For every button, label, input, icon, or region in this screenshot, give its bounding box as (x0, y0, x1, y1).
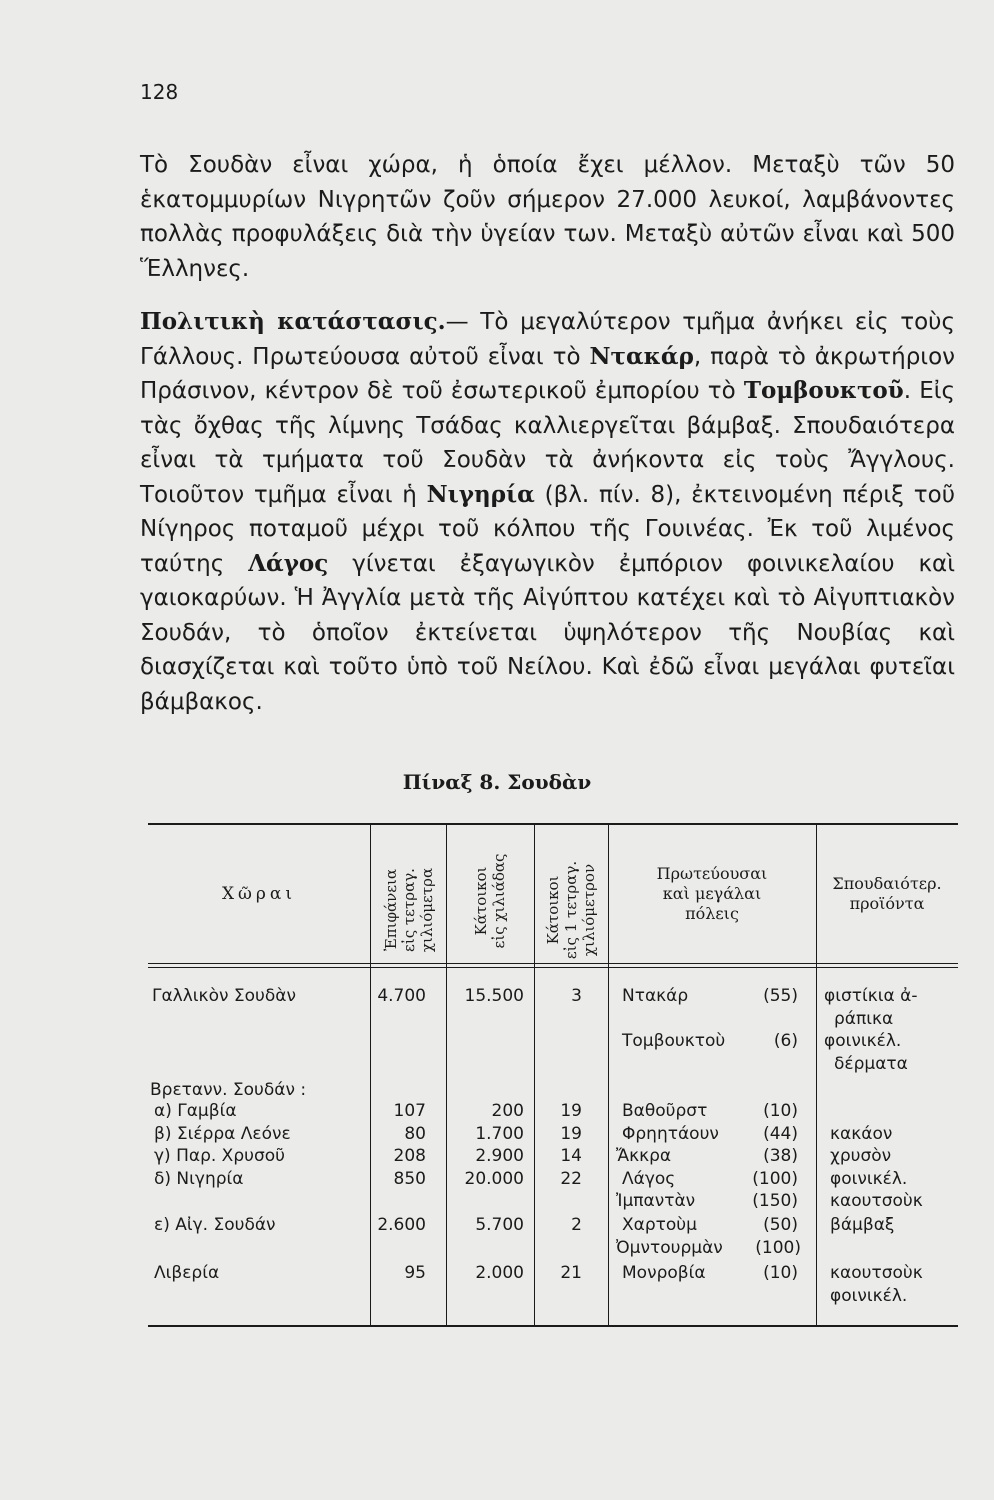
city-population: (55) (763, 986, 798, 1006)
paragraph-politics (140, 305, 955, 719)
density-cell: 19 (560, 1101, 582, 1121)
header-line: εἰς τετραγ. (400, 868, 418, 952)
density-cell: 19 (560, 1124, 582, 1144)
city-name: Λάγος (622, 1169, 676, 1189)
product-cell: ράπικα (834, 1009, 894, 1029)
population-cell: 2.900 (475, 1146, 524, 1166)
population-cell: 200 (491, 1101, 524, 1121)
place-name: Νιγηρία (426, 480, 535, 508)
area-cell: 850 (393, 1169, 426, 1189)
area-cell: 4.700 (377, 986, 426, 1006)
product-cell: καουτσοὺκ (830, 1191, 923, 1211)
population-cell: 2.000 (475, 1263, 524, 1283)
product-cell: καουτσοὺκ (830, 1263, 923, 1283)
area-cell: 208 (393, 1146, 426, 1166)
country-cell: β) Σιέρρα Λεόνε (154, 1124, 291, 1144)
city-name: Χαρτοὺμ (622, 1215, 697, 1235)
paragraph-intro: Τὸ Σουδὰν εἶναι χώρα, ἡ ὁποία ἔχει μέλλον. Μεταξὺ τῶν 50 ἑκατομμυρίων Νιγρητῶν ζοῦν σήμερον 27.000 λευκοί, λαμβάνοντες πολλὰς προφυλάξεις διὰ τὴν ὑγείαν των. Μεταξὺ αὐτῶν εἶναι καὶ 500 Ἕλληνες. (140, 152, 955, 282)
country-cell: Λιβερία (154, 1263, 220, 1283)
city-name: Ἰμπαντὰν (616, 1191, 696, 1211)
header-population (472, 841, 508, 961)
product-cell: φοινικέλ. (830, 1169, 908, 1189)
data-table (148, 815, 958, 1327)
paragraph-text: , παρὰ τὸ ἀκρωτήριον Πράσινον, κέντρον δὲ τοῦ ἐσωτερικοῦ ἐμπορίου τὸ (140, 343, 955, 404)
product-cell: φοινικέλ. (830, 1286, 908, 1306)
column-divider (534, 823, 535, 1325)
city-population: (50) (763, 1215, 798, 1235)
city-name: Ὀμντουρμὰν (616, 1238, 723, 1258)
city-population: (100) (755, 1238, 801, 1258)
paragraph-text: . Εἰς τὰς ὄχθας τῆς λίμνης Τσάδας καλλιεργεῖται βάμβαξ. Σπουδαιότερα εἶναι τὰ τμήματα τοῦ Σουδὰν τὰ ἀνήκοντα εἰς τοὺς Ἄγγλους. Τοιοῦτον τμῆμα εἶναι ἡ (140, 378, 956, 508)
table-caption: Πίναξ 8. Σουδὰν (402, 770, 592, 794)
city-name: Μονροβία (622, 1263, 706, 1283)
header-countries: Χῶραι (221, 884, 297, 904)
header-line: χιλιόμετρα (418, 867, 436, 953)
header-line: Κάτοικοι (472, 866, 490, 936)
country-cell: γ) Παρ. Χρυσοῦ (154, 1146, 285, 1166)
header-line: χιλιόμετρον (580, 863, 598, 957)
population-cell: 20.000 (464, 1169, 524, 1189)
table-bottom-rule (148, 1325, 958, 1327)
product-cell: κακάον (830, 1124, 893, 1144)
city-name: Ντακάρ (622, 986, 689, 1006)
paragraph-text: (βλ. πίν. 8), ἐκτεινομένη πέριξ τοῦ Νίγηρος ποταμοῦ μέχρι τοῦ κόλπου τῆς Γουινέας. Ἐκ τοῦ λιμένος ταύτης (140, 481, 955, 577)
density-cell: 3 (571, 986, 582, 1006)
country-cell: ε) Αἰγ. Σουδάν (154, 1215, 276, 1235)
density-cell: 2 (571, 1215, 582, 1235)
country-cell: α) Γαμβία (154, 1101, 237, 1121)
header-products (816, 825, 958, 963)
place-name: Λάγος (248, 549, 329, 577)
area-cell: 107 (393, 1101, 426, 1121)
city-population: (6) (773, 1031, 798, 1051)
header-cities (608, 825, 816, 963)
header-line: Πρωτεύουσαι (656, 864, 768, 883)
city-population: (10) (763, 1101, 798, 1121)
paragraph-text: — Τὸ μεγαλύτερον τμῆμα ἀνήκει εἰς τοὺς Γάλλους. Πρωτεύουσα αὐτοῦ εἶναι τὸ (140, 309, 955, 370)
country-cell: Γαλλικὸν Σουδὰν (152, 986, 296, 1006)
area-cell: 2.600 (377, 1215, 426, 1235)
product-cell: βάμβαξ (830, 1215, 895, 1235)
population-cell: 5.700 (475, 1215, 524, 1235)
header-density (544, 850, 598, 970)
city-population: (38) (763, 1146, 798, 1166)
density-cell: 21 (560, 1263, 582, 1283)
product-cell: δέρματα (834, 1054, 908, 1074)
city-name: Τομβουκτοὺ (622, 1031, 726, 1051)
country-cell: Βρετανν. Σουδάν : (150, 1080, 307, 1100)
city-population: (10) (763, 1263, 798, 1283)
city-population: (100) (752, 1169, 798, 1189)
city-name: Βαθοῦρστ (622, 1101, 708, 1121)
city-population: (44) (763, 1124, 798, 1144)
header-line: προϊόντα (849, 894, 925, 913)
population-cell: 1.700 (475, 1124, 524, 1144)
product-cell: φιστίκια ἀ- (824, 986, 918, 1006)
city-name: Ἄκκρα (616, 1146, 672, 1166)
density-cell: 14 (560, 1146, 582, 1166)
place-name: Ντακάρ (589, 342, 694, 370)
column-divider (446, 823, 447, 1325)
country-cell: δ) Νιγηρία (154, 1169, 244, 1189)
header-line: Ἐπιφάνεια (382, 868, 400, 952)
page-number: 128 (140, 80, 179, 104)
population-cell: 15.500 (464, 986, 524, 1006)
city-population: (150) (752, 1191, 798, 1211)
area-cell: 95 (404, 1263, 426, 1283)
column-divider (370, 823, 371, 1325)
product-cell: φοινικέλ. (824, 1031, 902, 1051)
header-line: καὶ μεγάλαι (662, 884, 762, 903)
header-line: εἰς χιλιάδας (490, 853, 508, 949)
header-line: εἰς 1 τετραγ. (562, 860, 580, 960)
place-name: Τομβουκτοῦ (743, 377, 904, 404)
density-cell: 22 (560, 1169, 582, 1189)
section-heading: Πολιτικὴ κατάστασις. (140, 308, 446, 335)
header-line: Σπουδαιότερ. (832, 874, 942, 893)
product-cell: χρυσὸν (830, 1146, 892, 1166)
paragraph-text: γίνεται ἐξαγωγικὸν ἐμπόριον φοινικελαίου καὶ γαιοκαρύων. Ἡ Ἀγγλία μετὰ τῆς Αἰγύπτου κατέχει καὶ τὸ Αἰγυπτιακὸν Σουδάν, τὸ ὁποῖον ἐκτείνεται ὑψηλότερον τῆς Νουβίας καὶ διασχίζεται καὶ τοῦτο ὑπὸ τοῦ Νείλου. Καὶ ἐδῶ εἶναι μεγάλαι φυτεῖαι βάμβακος. (140, 550, 955, 715)
city-name: Φρηητάουν (622, 1124, 719, 1144)
area-cell: 80 (404, 1124, 426, 1144)
header-line: πόλεις (685, 904, 739, 923)
header-line: Κάτοικοι (544, 875, 562, 945)
header-area (382, 850, 436, 970)
